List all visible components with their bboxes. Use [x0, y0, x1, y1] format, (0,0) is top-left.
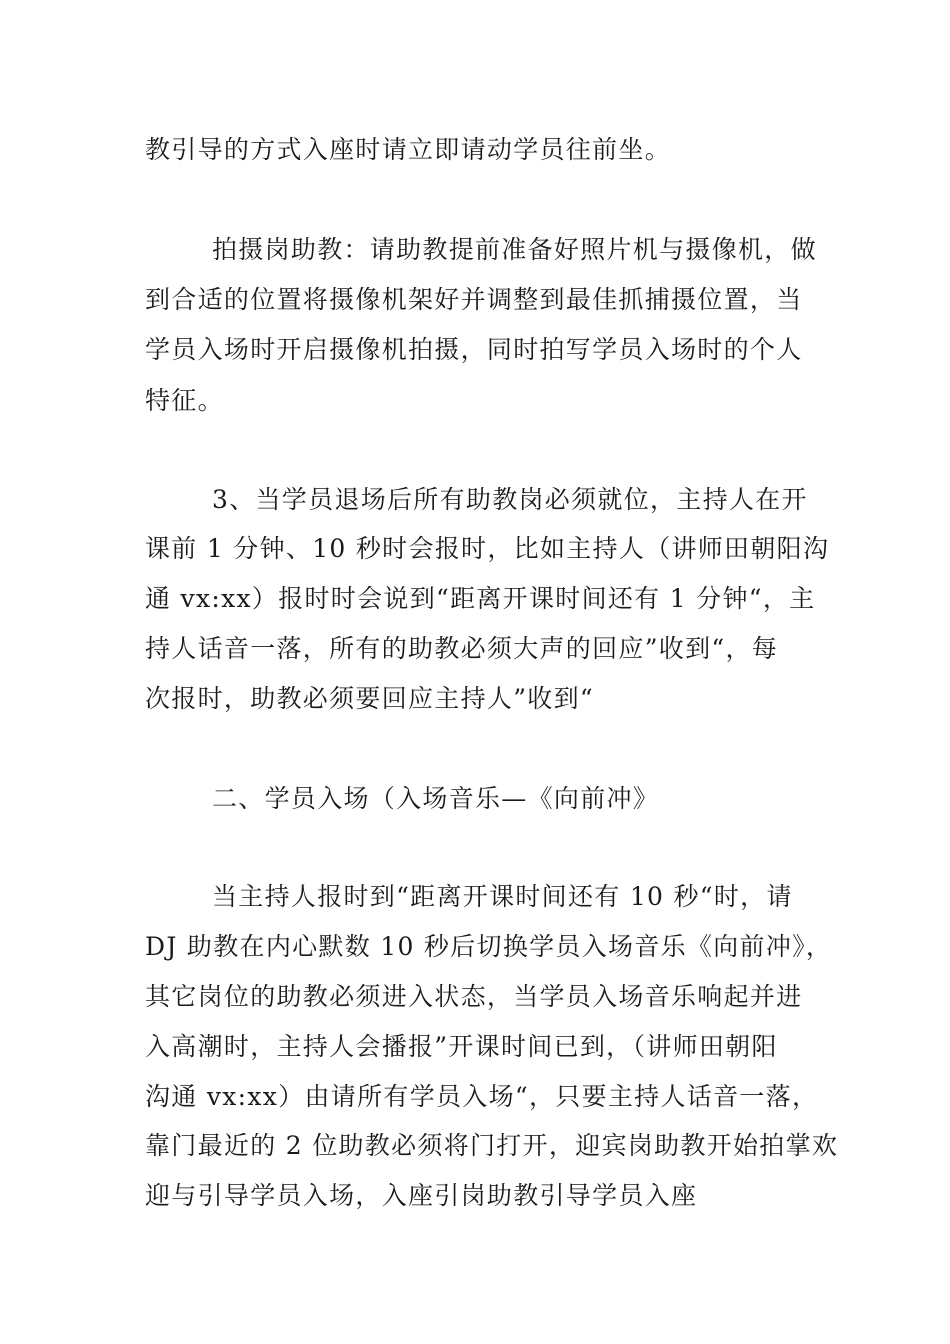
text-line: 沟通 vx:xx）由请所有学员入场“，只要主持人话音一落，: [145, 1082, 819, 1111]
text-line: DJ 助教在内心默数 10 秒后切换学员入场音乐《向前冲》，: [145, 932, 833, 961]
text-line: 持人话音一落，所有的助教必须大声的回应”收到“，每: [145, 634, 779, 663]
text-line: 通 vx:xx）报时时会说到“距离开课时间还有 1 分钟“，主: [145, 584, 816, 613]
paragraph-first-line: 3、当学员退场后所有助教岗必须就位，主持人在开: [212, 485, 808, 514]
text-line: 迎与引导学员入场，入座引岗助教引导学员入座: [145, 1181, 698, 1210]
text-line: 学员入场时开启摄像机拍摄，同时拍写学员入场时的个人: [145, 335, 803, 364]
paragraph-first-line: 拍摄岗助教：请助教提前准备好照片机与摄像机，做: [212, 235, 817, 264]
text-line: 到合适的位置将摄像机架好并调整到最佳抓捕摄位置，当: [145, 285, 803, 314]
text-line: 课前 1 分钟、10 秒时会报时，比如主持人（讲师田朝阳沟: [145, 534, 830, 563]
paragraph-first-line: 当主持人报时到“距离开课时间还有 10 秒“时，请: [212, 882, 793, 911]
text-line: 次报时，助教必须要回应主持人”收到“: [145, 684, 594, 713]
text-line: 教引导的方式入座时请立即请动学员往前坐。: [145, 135, 672, 164]
text-line: 靠门最近的 2 位助教必须将门打开，迎宾岗助教开始拍掌欢: [145, 1131, 839, 1160]
text-line: 特征。: [145, 386, 224, 415]
text-line: 其它岗位的助教必须进入状态，当学员入场音乐响起并进: [145, 982, 803, 1011]
section-heading: 二、学员入场（入场音乐—《向前冲》: [212, 784, 660, 813]
text-line: 入高潮时，主持人会播报”开课时间已到，（讲师田朝阳: [145, 1032, 778, 1061]
